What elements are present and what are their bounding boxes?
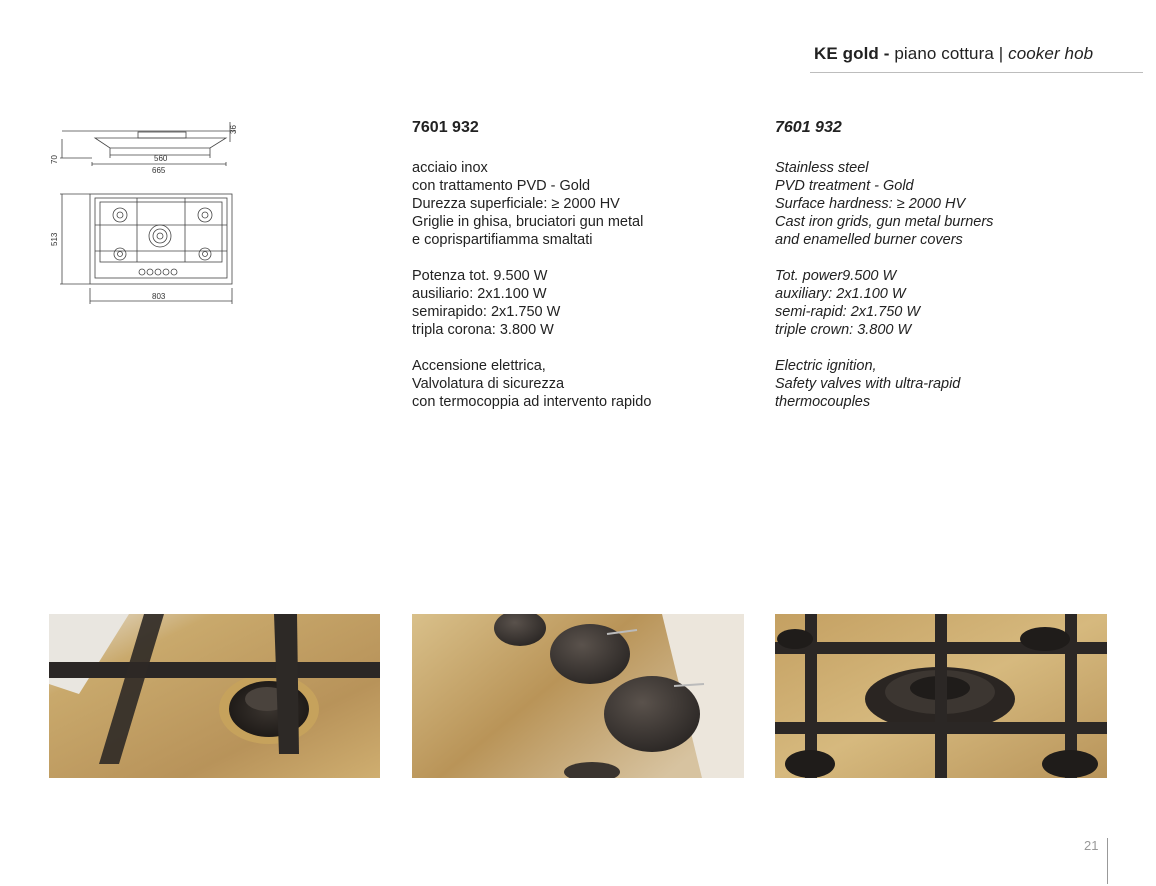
- photo-burner-grid: [49, 614, 380, 778]
- english-specs: [775, 118, 1115, 411]
- page-header: [814, 44, 1093, 64]
- spec-line: ausiliario: 2x1.100 W: [412, 286, 547, 302]
- italian-specs: [412, 118, 752, 411]
- spec-line: semi-rapid: 2x1.750 W: [775, 304, 921, 320]
- header-italian: piano cottura |: [894, 44, 1004, 63]
- spec-line: Electric ignition,: [775, 358, 877, 374]
- product-code-en: 7601 932: [775, 119, 842, 136]
- dim-outer-width: 665: [152, 166, 166, 175]
- side-profile: [60, 122, 235, 166]
- spec-line: Stainless steel: [775, 160, 869, 176]
- spec-line: acciaio inox: [412, 160, 488, 176]
- top-view: [60, 194, 232, 304]
- power-total-en: Tot. power9.500 W: [775, 268, 897, 284]
- technical-drawing: [40, 112, 250, 312]
- spec-line: thermocouples: [775, 394, 871, 410]
- dim-width: 803: [152, 292, 166, 301]
- spec-line: PVD treatment - Gold: [775, 178, 914, 194]
- spec-line: Accensione elettrica,: [412, 358, 546, 374]
- header-divider: [810, 72, 1143, 73]
- page-number: 21: [1084, 838, 1099, 853]
- spec-line: Safety valves with ultra-rapid: [775, 376, 961, 392]
- spec-line: and enamelled burner covers: [775, 232, 963, 248]
- product-code-it: 7601 932: [412, 119, 479, 136]
- spec-line: con termocoppia ad intervento rapido: [412, 394, 652, 410]
- spec-line: semirapido: 2x1.750 W: [412, 304, 561, 320]
- header-english: cooker hob: [1008, 44, 1094, 63]
- dim-top-height: 36: [229, 125, 238, 134]
- spec-line: Griglie in ghisa, bruciatori gun metal: [412, 214, 644, 230]
- dim-depth: 513: [50, 232, 59, 246]
- page-number-divider: [1107, 838, 1108, 884]
- brand-title: KE gold -: [814, 44, 890, 63]
- spec-line: e coprispartifiamma smaltati: [412, 232, 593, 248]
- spec-line: Valvolatura di sicurezza: [412, 376, 565, 392]
- photo-control-knobs: [412, 614, 744, 778]
- spec-line: Surface hardness: ≥ 2000 HV: [775, 196, 966, 212]
- spec-line: triple crown: 3.800 W: [775, 322, 912, 338]
- dim-side-height: 70: [50, 155, 59, 164]
- dim-inner-width: 560: [154, 154, 168, 163]
- spec-line: Durezza superficiale: ≥ 2000 HV: [412, 196, 620, 212]
- spec-line: Cast iron grids, gun metal burners: [775, 214, 994, 230]
- spec-line: tripla corona: 3.800 W: [412, 322, 554, 338]
- power-total-it: Potenza tot. 9.500 W: [412, 268, 548, 284]
- photo-wok-burner: [775, 614, 1107, 778]
- spec-line: auxiliary: 2x1.100 W: [775, 286, 906, 302]
- spec-line: con trattamento PVD - Gold: [412, 178, 591, 194]
